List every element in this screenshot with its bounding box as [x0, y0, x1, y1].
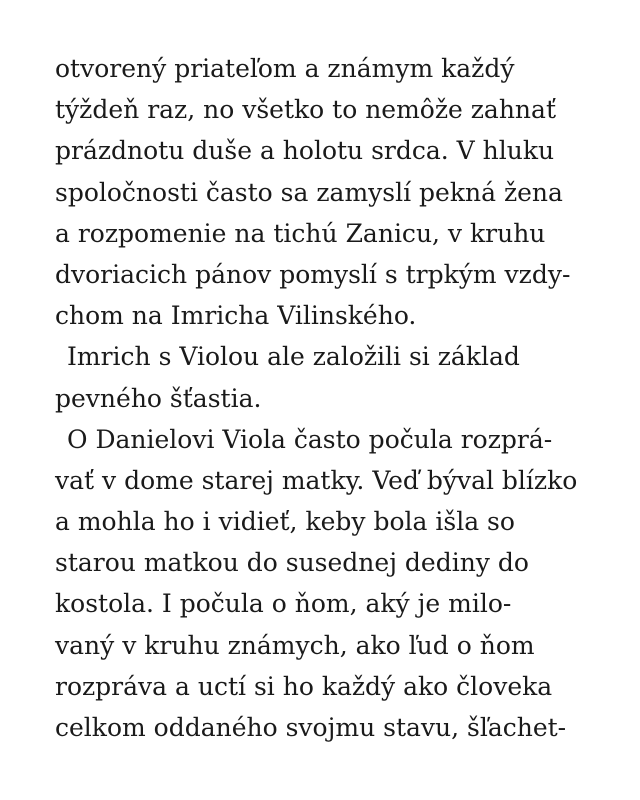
text-line: otvorený priateľom a známym každý — [55, 54, 515, 83]
text-line: starou matkou do susednej dediny do — [55, 548, 529, 578]
text-line: pevného šťastia. — [55, 383, 262, 413]
text-line: a mohla ho i vidieť, keby bola išla so — [55, 507, 515, 537]
paragraph-2 — [55, 336, 595, 418]
text-line: kostola. I počula o ňom, aký je milo- — [55, 589, 512, 619]
text-line: a rozpomenie na tichú Zanicu, v kruhu — [55, 218, 546, 248]
text-line: spoločnosti často sa zamyslí pekná žena — [55, 177, 563, 207]
text-line: dvoriacich pánov pomyslí s trpkým vzdy- — [55, 259, 571, 289]
paragraph-3 — [55, 419, 595, 749]
text-line: týždeň raz, no všetko to nemôže zahnať — [55, 95, 556, 125]
text-line: Imrich s Violou ale založili si základ — [67, 342, 520, 372]
text-line: prázdnotu duše a holotu srdca. V hluku — [55, 136, 555, 166]
text-line: vať v dome starej matky. Veď býval blízko — [55, 465, 578, 495]
text-line: vaný v kruhu známych, ako ľud o ňom — [55, 630, 535, 660]
text-line: celkom oddaného svojmu stavu, šľachet- — [55, 713, 567, 742]
text-line: O Danielovi Viola často počula rozprá- — [67, 424, 553, 454]
text-line: rozpráva a uctí si ho každý ako človeka — [55, 671, 553, 701]
text-line: chom na Imricha Vilinského. — [55, 301, 417, 331]
text-column — [55, 48, 595, 748]
paragraph-1 — [55, 48, 595, 336]
